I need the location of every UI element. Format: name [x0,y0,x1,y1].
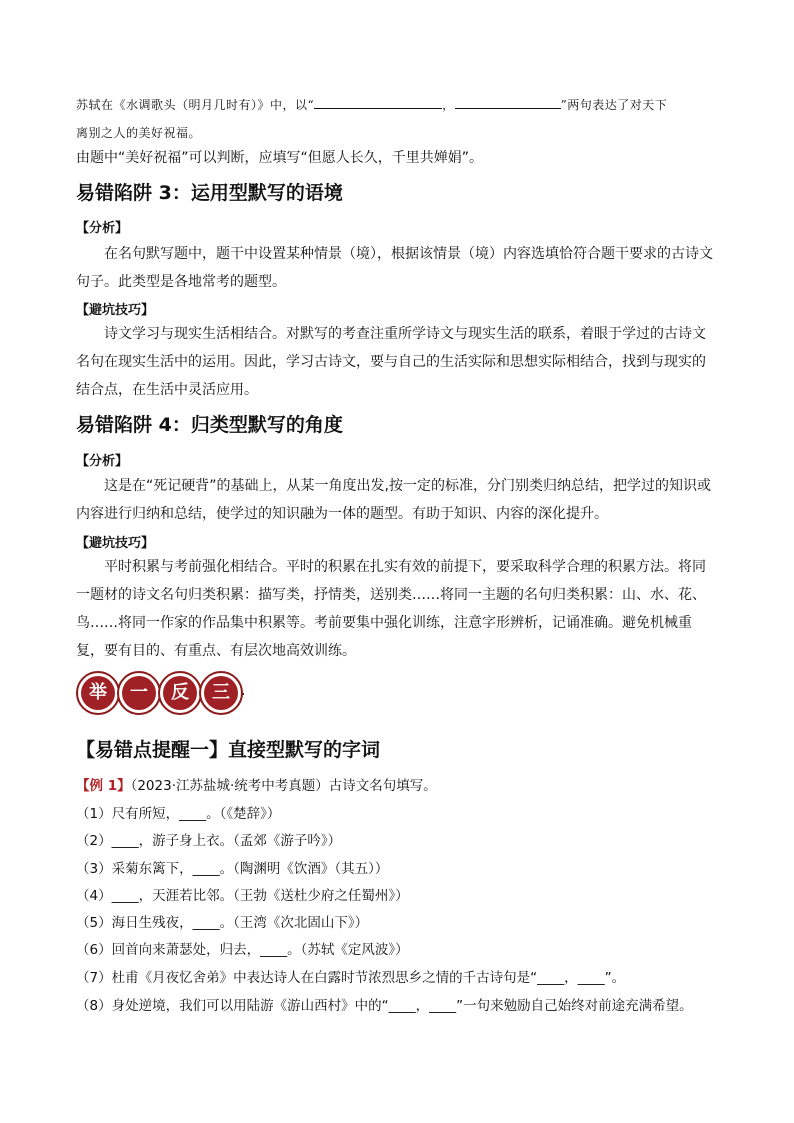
example-item: （1）尺有所短，____。（《楚辞》） [76,806,281,822]
trap4-analysis-text: 这是在“死记硬背”的基础上，从某一角度出发,按一定的标准，分门别类归纳总结，把学过的知识或内容进行归纳和总结，使学过的知识融为一体的题型。有助于知识、内容的深化提升。 [76,478,711,522]
example-item: （7）杜甫《月夜忆舍弟》中表达诗人在白露时节浓烈思乡之情的千古诗句是“____，____”。 [76,970,626,986]
example-source: （2023·江苏盐城·统考中考真题）古诗文名句填写。 [130,778,437,794]
example-tag: 【例 1】 [76,778,131,794]
trap3-tips-text: 诗文学习与现实生活相结合。对默写的考查注重所学诗文与现实生活的联系，着眼于学过的古诗文名句在现实生活中的运用。因此，学习古诗文，要与自己的生活实际和思想实际相结合，找到与现实的结合点，在生活中灵活应用。 [76,326,706,398]
example-header [76,774,437,794]
trap3-analysis-text: 在名句默写题中，题干中设置某种情景（境），根据该情景（境）内容选填恰符合题干要求的古诗文句子。此类型是各地常考的题型。 [76,246,713,290]
example-item: （3）采菊东篱下，____。（陶渊明《饮酒》（其五）） [76,861,389,877]
trap3-analysis-label: 【分析】 [76,221,129,236]
example-item: （2）____，游子身上衣。（孟郊《游子吟》） [76,833,342,849]
answer-blank [314,96,442,109]
badge-circle [76,671,120,715]
badge-char: 反 [163,676,197,710]
badge-circle [117,671,161,715]
badge-char: 三 [204,676,238,710]
badge-char: 一 [122,676,156,710]
example-item: （8）身处逆境，我们可以用陆游《游山西村》中的“____，____”一句来勉励自己始终对前途充满希望。 [76,998,693,1014]
example-item: （6）回首向来萧瑟处，归去，____。（苏轼《定风波》） [76,942,409,958]
trap4-analysis-label: 【分析】 [76,454,129,469]
intro-text-a: 苏轼在《水调歌头（明月几时有）》中，以“ [76,98,315,112]
intro-separator: ， [442,98,455,112]
reminder-heading: 【易错点提醒一】直接型默写的字词 [76,739,381,761]
trap3-tips-label: 【避坑技巧】 [76,303,155,318]
intro-line-1 [76,96,667,113]
trap4-heading: 易错陷阱 4：归类型默写的角度 [76,414,343,436]
intro-text-b: ”两句表达了对天下 [560,98,668,112]
answer-blank [455,96,561,109]
intro-answer-note: 由题中“美好祝福”可以判断，应填写“但愿人长久，千里共婵娟”。 [76,150,484,166]
badge-circle [158,671,202,715]
trap4-tips-label: 【避坑技巧】 [76,536,155,551]
trap4-tips-text: 平时积累与考前强化相结合。平时的积累在扎实有效的前提下，要采取科学合理的积累方法。将同一题材的诗文名句归类积累：描写类，抒情类，送别类……将同一主题的名句归类积累：山、水、花、鸟……将同一作家的作品集中积累等。考前要集中强化训练，注意字形辨析，记诵准确。避免机械重复，要有目的、有重点、有层次地高效训练。 [76,559,706,659]
badge-circle [199,671,243,715]
section-badges [76,671,244,717]
example-item: （4）____，天涯若比邻。（王勃《送杜少府之任蜀州》） [76,888,409,904]
intro-line-2: 离别之人的美好祝福。 [76,126,202,140]
trap3-heading: 易错陷阱 3：运用型默写的语境 [76,182,343,204]
badge-char: 举 [81,676,115,710]
example-item: （5）海日生残夜，____。（王湾《次北固山下》） [76,915,369,931]
